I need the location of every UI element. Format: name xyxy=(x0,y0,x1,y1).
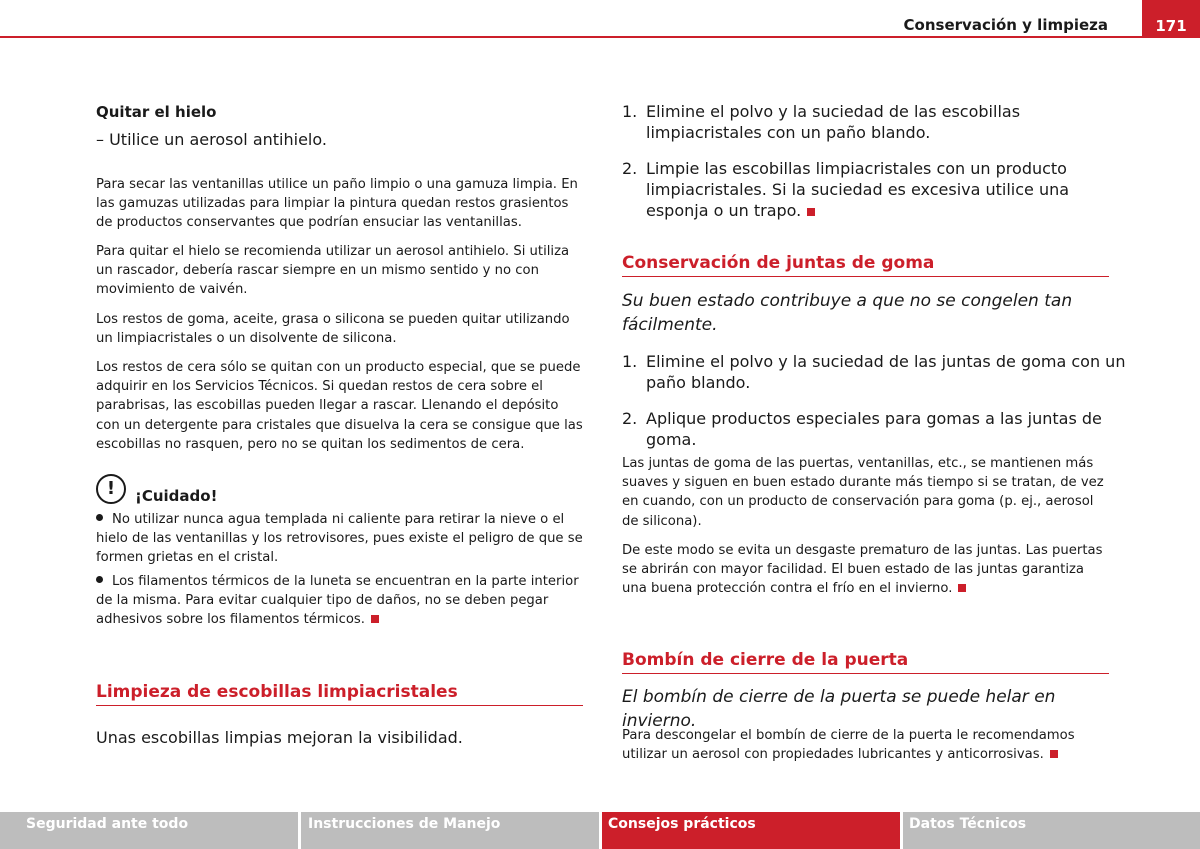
section-title-wipers: Limpieza de escobillas limpiacristales xyxy=(96,682,458,702)
tab-instrucciones[interactable]: Instrucciones de Manejo xyxy=(301,812,599,849)
bullet-dot-icon xyxy=(96,514,103,521)
section-title-lock: Bombín de cierre de la puerta xyxy=(622,650,909,670)
end-of-section-icon xyxy=(958,584,966,592)
header-rule xyxy=(0,36,1200,38)
page-number: 171 xyxy=(1142,0,1200,38)
section-rule xyxy=(622,276,1109,277)
ice-heading: Quitar el hielo xyxy=(96,103,217,121)
paragraph-rubber-care: Las juntas de goma de las puertas, ventanillas, etc., se mantienen más suaves y siguen en buen estado durante más tiempo si se tratan, de vez en cuando, con un producto de conservación para goma (p. ej., aerosol de silicona). xyxy=(622,456,1104,529)
rubber-step-1: 1. Elimine el polvo y la suciedad de las juntas de goma con un paño blando. xyxy=(622,352,1126,392)
tab-seguridad[interactable]: Seguridad ante todo xyxy=(0,812,298,849)
paragraph-wax: Los restos de cera sólo se quitan con un producto especial, que se puede adquirir en los Servicios Técnicos. Si quedan restos de cera sobre el parabrisas, las escobillas pueden llegar a rascar. Llenando el depósito con un detergente para cristales que disuelva la cera se consigue que las escobillas no rasquen, pero no se quitan los sedimentos de cera. xyxy=(96,360,583,452)
end-of-section-icon xyxy=(371,615,379,623)
warning-icon: ! xyxy=(96,474,126,504)
page-header-title: Conservación y limpieza xyxy=(903,16,1108,34)
section-rule xyxy=(96,705,583,706)
ice-instruction: – Utilice un aerosol antihielo. xyxy=(96,130,327,149)
paragraph-lock: Para descongelar el bombín de cierre de la puerta le recomendamos utilizar un aerosol con propiedades lubricantes y anticorrosivas. xyxy=(622,728,1075,763)
end-of-section-icon xyxy=(807,208,815,216)
wiper-step-1: 1. Elimine el polvo y la suciedad de las escobillas limpiacristales con un paño blando. xyxy=(622,102,1021,142)
end-of-section-icon xyxy=(1050,750,1058,758)
paragraph-ice-removal: Para quitar el hielo se recomienda utilizar un aerosol antihielo. Si utiliza un rascador, debería rascar siempre en un mismo sentido y no con movimiento de vaivén. xyxy=(96,244,570,298)
tab-consejos[interactable]: Consejos prácticos xyxy=(602,812,900,849)
paragraph-drying: Para secar las ventanillas utilice un paño limpio o una gamuza limpia. En las gamuzas utilizadas para limpiar la pintura quedan restos grasientos de productos conservantes que podrían ensuciar las ventanillas. xyxy=(96,177,578,231)
tab-datos-tecnicos[interactable]: Datos Técnicos xyxy=(903,812,1200,849)
wiper-step-2: 2. Limpie las escobillas limpiacristales con un producto limpiacristales. Si la suciedad es excesiva utilice una esponja o un trapo. xyxy=(622,159,1070,220)
bullet-dot-icon xyxy=(96,576,103,583)
section-title-rubber: Conservación de juntas de goma xyxy=(622,253,935,273)
lock-lead: El bombín de cierre de la puerta se puede helar en invierno. xyxy=(622,687,1056,731)
rubber-lead: Su buen estado contribuye a que no se congelen tan fácilmente. xyxy=(622,291,1073,335)
wipers-lead: Unas escobillas limpias mejoran la visibilidad. xyxy=(96,728,463,747)
paragraph-residue: Los restos de goma, aceite, grasa o silicona se pueden quitar utilizando un limpiacristales o un disolvente de silicona. xyxy=(96,312,570,347)
warning-title: ¡Cuidado! xyxy=(135,487,218,505)
section-rule xyxy=(622,673,1109,674)
warning-bullet-1: No utilizar nunca agua templada ni caliente para retirar la nieve o el hielo de las ventanillas y los retrovisores, pues existe el peligro de que se formen grietas en el cristal. xyxy=(96,512,583,566)
footer-nav xyxy=(0,812,1200,849)
paragraph-rubber-benefit: De este modo se evita un desgaste prematuro de las juntas. Las puertas se abrirán con mayor facilidad. El buen estado de las juntas garantiza una buena protección contra el frío en el invierno. xyxy=(622,543,1103,597)
warning-bullet-2: Los filamentos térmicos de la luneta se encuentran en la parte interior de la misma. Para evitar cualquier tipo de daños, no se deben pegar adhesivos sobre los filamentos térmicos. xyxy=(96,574,579,628)
rubber-step-2: 2. Aplique productos especiales para gomas a las juntas de goma. xyxy=(622,409,1102,449)
